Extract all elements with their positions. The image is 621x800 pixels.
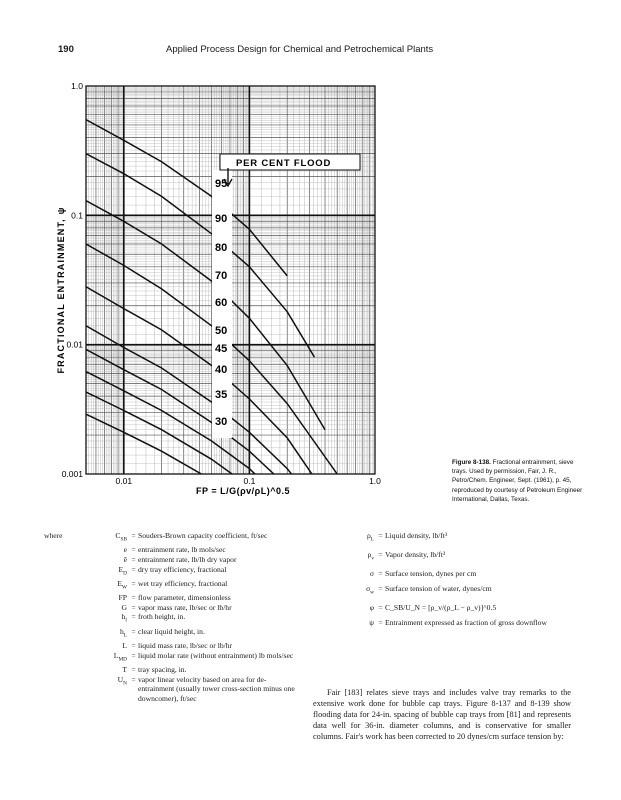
equals-sign: = xyxy=(378,550,383,560)
legend-title: PER CENT FLOOD xyxy=(236,158,332,169)
definitions-lead xyxy=(44,651,88,665)
legend-label-45: 45 xyxy=(215,343,228,355)
definition-text: Liquid density, lb/ft³ xyxy=(385,531,448,540)
definition-row xyxy=(336,603,568,613)
definitions-lead xyxy=(44,612,88,626)
definition-row xyxy=(44,603,299,613)
definitions-lead: where xyxy=(44,531,63,540)
definition-text: entrainment rate, lb mols/sec xyxy=(138,545,226,555)
definition-text: clear liquid height, in. xyxy=(138,626,205,636)
symbol-definitions-right xyxy=(336,531,568,633)
equals-sign: = xyxy=(131,602,136,612)
definition-text: liquid mass rate, lb/sec or lb/hr xyxy=(138,640,233,650)
definition-row xyxy=(336,531,568,545)
definition-text: entrainment rate, lb/lb dry vapor xyxy=(138,554,237,564)
definition-text: Souders-Brown capacity coefficient, ft/sec xyxy=(138,531,268,540)
definitions-lead xyxy=(44,627,88,641)
equals-sign: = xyxy=(131,593,136,603)
x-tick-label: 0.01 xyxy=(115,476,133,486)
equals-sign: = xyxy=(378,584,383,594)
definition-row xyxy=(44,665,299,675)
legend-label-80: 80 xyxy=(215,242,228,254)
definition-symbol: ē xyxy=(123,554,127,564)
symbol-definitions-left xyxy=(44,531,299,704)
definition-row xyxy=(44,565,299,579)
definition-text: dry tray efficiency, fractional xyxy=(138,564,227,574)
definition-text: vapor linear velocity based on area for de-entrainment (usually tower cross-section minus one downcomer), ft/sec xyxy=(138,674,295,703)
definition-symbol: σ xyxy=(369,569,374,579)
y-tick-label: 0.1 xyxy=(71,210,83,221)
definition-text: Surface tension, dynes per cm xyxy=(385,569,477,579)
definitions-lead xyxy=(44,603,88,613)
definition-row xyxy=(44,627,299,641)
equals-sign: = xyxy=(131,564,136,574)
equals-sign: = xyxy=(131,545,136,555)
definition-text: Entrainment expressed as fraction of gross downflow xyxy=(385,618,547,628)
definition-text: C_SB/U_N = [ρ_v/(ρ_L − ρ_v)]^0.5 xyxy=(385,603,497,613)
caption-text: Fractional entrainment, sieve trays. Used by permission, Fair, J. R., Petro/Chem. Engineer, Sept. (1961), p. 45, reproduced by courtesy of Petroleum Engineer International, Dallas, Texas. xyxy=(452,459,583,503)
legend-label-50: 50 xyxy=(215,325,228,337)
equals-sign: = xyxy=(131,578,136,588)
legend-label-30: 30 xyxy=(215,416,228,428)
definition-symbol: $h_f$ xyxy=(121,612,127,624)
definition-row xyxy=(336,584,568,598)
definitions-lead xyxy=(44,593,88,603)
definition-symbol: T xyxy=(122,664,127,674)
definition-text: Vapor density, lb/ft³ xyxy=(385,550,446,560)
definition-row xyxy=(44,555,299,565)
definition-symbol: $E_W$ xyxy=(117,578,127,591)
equals-sign: = xyxy=(131,531,136,540)
flood-curve-90 xyxy=(86,154,315,358)
definition-symbol: $\rho_L$ xyxy=(366,531,374,543)
definitions-lead xyxy=(44,579,88,593)
definition-row xyxy=(44,579,299,593)
definition-row xyxy=(44,545,299,555)
definitions-lead xyxy=(44,565,88,579)
equals-sign: = xyxy=(131,674,136,684)
definition-symbol: e xyxy=(123,545,127,555)
caption-label: Figure 8-138. xyxy=(452,459,491,466)
equals-sign: = xyxy=(378,569,383,579)
definition-row xyxy=(336,550,568,564)
equals-sign: = xyxy=(131,640,136,650)
legend-label-90: 90 xyxy=(215,213,228,225)
x-tick-label: 1.0 xyxy=(369,476,381,486)
y-tick-label: 0.01 xyxy=(66,339,83,350)
definitions-lead xyxy=(44,641,88,651)
definition-row xyxy=(44,675,299,704)
page-number: 190 xyxy=(58,44,74,55)
equals-sign: = xyxy=(131,554,136,564)
definition-symbol: $\rho_v$ xyxy=(367,550,374,562)
definition-row xyxy=(44,651,299,665)
equals-sign: = xyxy=(131,626,136,636)
definition-row xyxy=(44,641,299,651)
definition-text: tray spacing, in. xyxy=(138,664,187,674)
legend-label-70: 70 xyxy=(215,270,228,282)
definition-text: Surface tension of water, dynes/cm xyxy=(385,584,492,594)
definition-symbol: FP xyxy=(118,593,127,603)
definition-text: wet tray efficiency, fractional xyxy=(138,578,228,588)
y-tick-label: 1.0 xyxy=(71,81,83,91)
definition-symbol: $E_D$ xyxy=(118,564,127,577)
running-title: Applied Process Design for Chemical and Petrochemical Plants xyxy=(166,44,434,55)
equals-sign: = xyxy=(378,618,383,628)
definition-symbol: $C_{SB}$ xyxy=(115,531,127,543)
definition-symbol: $L_{MD}$ xyxy=(113,650,127,663)
definition-row xyxy=(44,593,299,603)
y-axis-title: FRACTIONAL ENTRAINMENT, ψ xyxy=(56,206,66,374)
equals-sign: = xyxy=(131,612,136,622)
definitions-lead xyxy=(44,545,88,555)
definition-text: liquid molar rate (without entrainment) lb mols/sec xyxy=(138,650,294,660)
equals-sign: = xyxy=(378,531,383,540)
definition-row xyxy=(336,618,568,628)
legend-label-35: 35 xyxy=(215,389,228,401)
definition-symbol: $\sigma_w$ xyxy=(366,584,374,596)
definition-symbol: ψ xyxy=(369,618,374,628)
definition-row xyxy=(44,531,299,545)
equals-sign: = xyxy=(131,664,136,674)
definition-symbol: L xyxy=(122,640,127,650)
definitions-lead xyxy=(44,555,88,565)
body-paragraph: Fair [183] relates sieve trays and includes valve tray remarks to the extensive work done for bubble cap trays. Figure 8-137 and 8-139 show flooding data for 24-in. spacing of bubble cap trays from [81] and represents data well for 36-in. diameter columns, and is conservative for smaller columns. Fair's work has been corrected to 20 dynes/cm surface tension by: xyxy=(313,688,571,742)
definitions-lead xyxy=(44,675,88,704)
definition-text: flow parameter, dimensionless xyxy=(138,593,231,603)
definition-row xyxy=(44,612,299,626)
y-tick-label: 0.001 xyxy=(61,469,83,479)
equals-sign: = xyxy=(378,603,383,613)
legend-label-95: 95 xyxy=(215,178,228,190)
x-axis-title: FP = L/G(ρv/ρL)^0.5 xyxy=(196,486,290,496)
legend-label-40: 40 xyxy=(215,364,228,376)
definition-symbol: G xyxy=(121,602,127,612)
legend-label-60: 60 xyxy=(215,297,228,309)
equals-sign: = xyxy=(131,650,136,660)
flood-curve-95 xyxy=(86,120,287,276)
x-tick-label: 0.1 xyxy=(243,476,256,486)
figure-caption xyxy=(452,458,584,504)
definition-text: froth height, in. xyxy=(138,612,186,622)
definition-row xyxy=(336,569,568,579)
definition-text: vapor mass rate, lb/sec or lb/hr xyxy=(138,602,232,612)
definition-symbol: $U_N$ xyxy=(117,674,127,687)
definitions-lead xyxy=(44,665,88,675)
definition-symbol: φ xyxy=(369,603,374,613)
definition-symbol: $h_L$ xyxy=(119,626,127,639)
